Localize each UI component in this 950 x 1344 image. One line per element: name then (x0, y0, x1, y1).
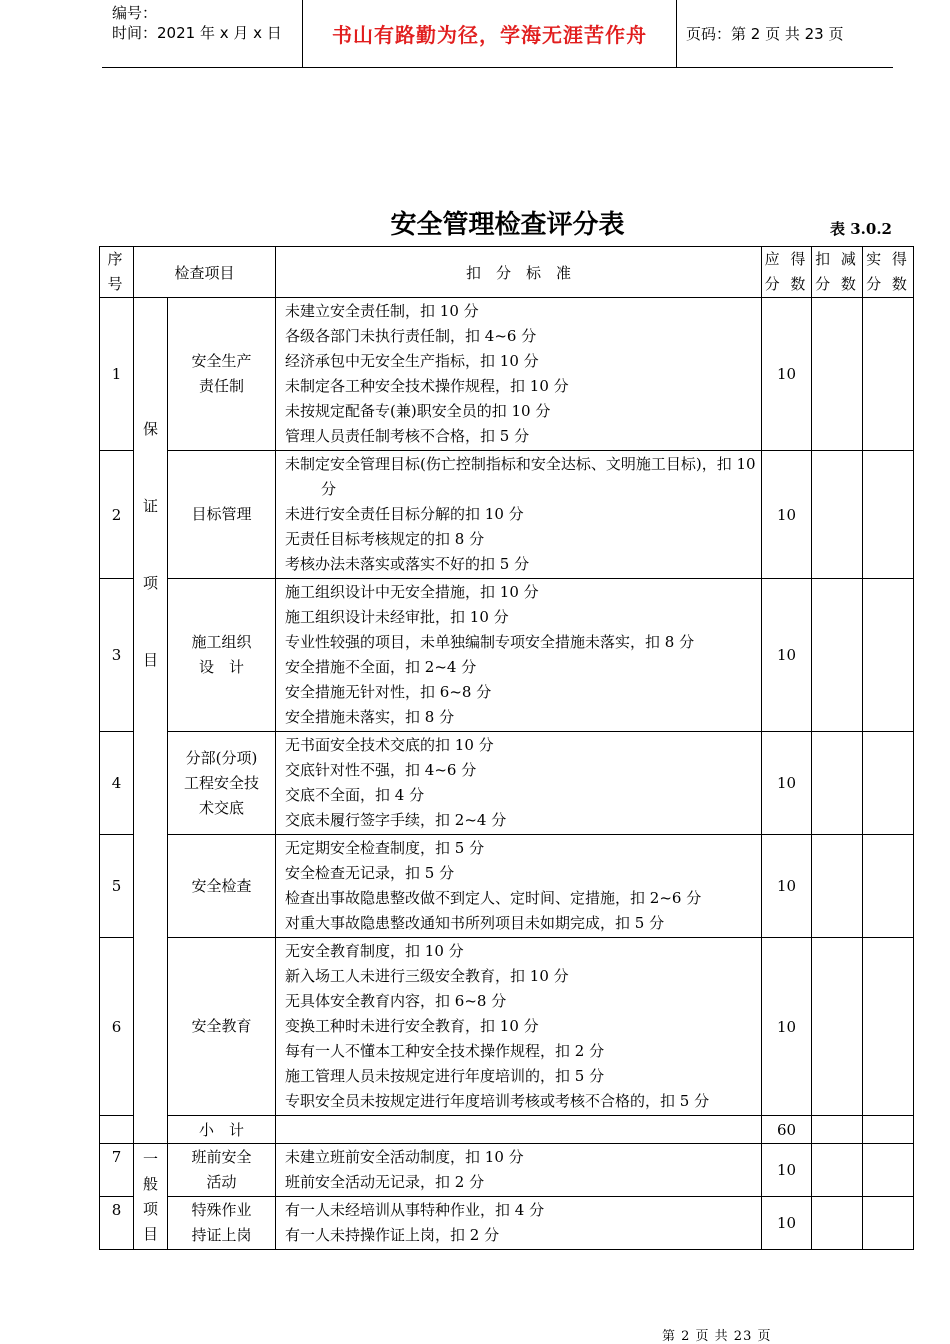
deduct-score (812, 938, 863, 1116)
criteria-cell (276, 732, 762, 835)
text-line: 对重大事故隐患整改通知书所列项目未如期完成，扣 5 分 (285, 914, 665, 932)
text-line: 专业性较强的项目，未单独编制专项安全措施未落实，扣 8 分 (285, 633, 695, 651)
text-line: 持证上岗 (191, 1226, 252, 1244)
group-char: 保 (142, 420, 158, 438)
deduct-score (812, 1144, 863, 1197)
table-number: 表 3.0.2 (830, 220, 892, 238)
criteria-cell (276, 579, 762, 732)
header-due-score: 应 得 分 数 (762, 247, 812, 298)
group-char: 目 (142, 651, 158, 669)
deduct-score (812, 835, 863, 938)
due-score: 10 (762, 1197, 812, 1250)
table-row (100, 1144, 914, 1197)
text-line: 专职安全员未按规定进行年度培训考核或考核不合格的，扣 5 分 (285, 1092, 710, 1110)
criteria-cell (276, 451, 762, 579)
row-number: 6 (100, 938, 134, 1116)
text-line: 责任制 (199, 377, 245, 395)
subtotal-number (100, 1116, 134, 1144)
text-line: 安全措施未落实，扣 8 分 (285, 708, 455, 726)
text-line: 活动 (206, 1173, 237, 1191)
text-line: 安全措施无针对性，扣 6~8 分 (285, 683, 492, 701)
text-line: 施工组织 (191, 633, 252, 651)
text-line: 未建立班前安全活动制度，扣 10 分 (285, 1148, 524, 1166)
group-char: 项 (142, 574, 158, 592)
row-number: 7 (100, 1144, 134, 1197)
text-line: 未建立安全责任制，扣 10 分 (285, 302, 479, 320)
table-row (100, 579, 914, 732)
text-line: 管理人员责任制考核不合格，扣 5 分 (285, 427, 530, 445)
group-char: 般 (142, 1174, 158, 1193)
table-row (100, 732, 914, 835)
subtotal-criteria (276, 1116, 762, 1144)
actual-score (863, 1144, 914, 1197)
deduct-score (812, 732, 863, 835)
motto: 书山有路勤为径，学海无涯苦作舟 (303, 0, 677, 67)
check-item (168, 835, 276, 938)
check-item (168, 451, 276, 579)
header-seq: 序 号 (100, 247, 134, 298)
text-line: 变换工种时未进行安全教育，扣 10 分 (285, 1017, 539, 1035)
criteria-cell (276, 938, 762, 1116)
text-line: 交底针对性不强，扣 4~6 分 (285, 761, 477, 779)
due-score: 10 (762, 732, 812, 835)
check-item (168, 938, 276, 1116)
due-score: 10 (762, 298, 812, 451)
text-line: 检查出事故隐患整改做不到定人、定时间、定措施，扣 2~6 分 (285, 889, 702, 907)
text-line: 安全检查 (191, 876, 252, 895)
actual-score (863, 1197, 914, 1250)
text-line: 无安全教育制度，扣 10 分 (285, 942, 464, 960)
group-general (134, 1144, 168, 1250)
group-char: 目 (142, 1224, 158, 1243)
row-number: 8 (100, 1197, 134, 1250)
actual-score (863, 938, 914, 1116)
text-line: 施工管理人员未按规定进行年度培训的，扣 5 分 (285, 1067, 605, 1085)
text-line: 安全教育 (191, 1017, 252, 1035)
check-item (168, 298, 276, 451)
score-table (99, 246, 914, 1250)
subtotal-actual (863, 1116, 914, 1144)
text-line: 安全检查无记录，扣 5 分 (285, 864, 455, 882)
text-line: 各级各部门未执行责任制，扣 4~6 分 (285, 327, 537, 345)
actual-score (863, 732, 914, 835)
subtotal-row (100, 1116, 914, 1144)
criteria-cell (276, 298, 762, 451)
text-line: 交底不全面，扣 4 分 (285, 786, 425, 804)
text-line: 特殊作业 (191, 1201, 252, 1219)
time-label: 时间：2021 年 x 月 x 日 (112, 24, 282, 42)
deduct-score (812, 1197, 863, 1250)
text-line: 工程安全技 (184, 773, 260, 792)
text-line: 术交底 (199, 798, 245, 817)
actual-score (863, 298, 914, 451)
header-item: 检查项目 (134, 247, 276, 298)
due-score: 10 (762, 835, 812, 938)
check-item (168, 1197, 276, 1250)
text-line: 未按规定配备专(兼)职安全员的扣 10 分 (285, 402, 551, 420)
subtotal-label: 小 计 (168, 1116, 276, 1144)
number-label: 编号： (112, 4, 158, 22)
text-line: 交底未履行签字手续，扣 2~4 分 (285, 811, 507, 829)
page-number-label: 页码：第 2 页 共 23 页 (686, 25, 844, 43)
text-line: 无书面安全技术交底的扣 10 分 (285, 736, 494, 754)
group-char: 项 (142, 1199, 158, 1218)
header-actual-score: 实 得 分 数 (863, 247, 914, 298)
actual-score (863, 451, 914, 579)
text-line: 有一人未持操作证上岗，扣 2 分 (285, 1226, 500, 1244)
page-header (102, 0, 893, 68)
text-line: 施工组织设计未经审批，扣 10 分 (285, 608, 509, 626)
criteria-cell (276, 1144, 762, 1197)
text-line: 考核办法未落实或落实不好的扣 5 分 (285, 555, 530, 573)
group-char: 一 (142, 1149, 158, 1168)
page-footer: 第 2 页 共 23 页 (662, 1329, 772, 1344)
text-line: 设 计 (199, 658, 245, 676)
header-deduct-score: 扣 减 分 数 (812, 247, 863, 298)
row-number: 2 (100, 451, 134, 579)
text-line: 每有一人不懂本工种安全技术操作规程，扣 2 分 (285, 1042, 605, 1060)
check-item (168, 579, 276, 732)
row-number: 4 (100, 732, 134, 835)
deduct-score (812, 579, 863, 732)
actual-score (863, 579, 914, 732)
group-char: 证 (142, 497, 158, 515)
due-score: 10 (762, 1144, 812, 1197)
header-criteria: 扣 分 标 准 (276, 247, 762, 298)
row-number: 1 (100, 298, 134, 451)
text-line: 有一人未经培训从事特种作业，扣 4 分 (285, 1201, 545, 1219)
text-line: 未制定各工种安全技术操作规程，扣 10 分 (285, 377, 569, 395)
due-score: 10 (762, 938, 812, 1116)
table-header-row (100, 247, 914, 298)
table-row (100, 1197, 914, 1250)
text-line: 未进行安全责任目标分解的扣 10 分 (285, 505, 524, 523)
table-row (100, 451, 914, 579)
text-line: 施工组织设计中无安全措施，扣 10 分 (285, 583, 539, 601)
check-item (168, 1144, 276, 1197)
check-item (168, 732, 276, 835)
text-line: 无具体安全教育内容，扣 6~8 分 (285, 992, 507, 1010)
subtotal-deduct (812, 1116, 863, 1144)
text-line: 新入场工人未进行三级安全教育，扣 10 分 (285, 967, 569, 985)
score-table-body (100, 247, 914, 1250)
text-line: 班前安全 (191, 1148, 252, 1166)
table-row (100, 298, 914, 451)
due-score: 10 (762, 579, 812, 732)
deduct-score (812, 451, 863, 579)
text-line: 无定期安全检查制度，扣 5 分 (285, 839, 485, 857)
document-title: 安全管理检查评分表 (390, 210, 625, 240)
text-line: 无责任目标考核规定的扣 8 分 (285, 530, 485, 548)
row-number: 3 (100, 579, 134, 732)
deduct-score (812, 298, 863, 451)
text-line: 安全措施不全面，扣 2~4 分 (285, 658, 477, 676)
text-line: 未制定安全管理目标(伤亡控制指标和安全达标、文明施工目标)，扣 10 分 (285, 455, 756, 498)
table-row (100, 938, 914, 1116)
actual-score (863, 835, 914, 938)
subtotal-score: 60 (762, 1116, 812, 1144)
header-meta (102, 0, 303, 67)
row-number: 5 (100, 835, 134, 938)
criteria-cell (276, 835, 762, 938)
text-line: 经济承包中无安全生产指标，扣 10 分 (285, 352, 539, 370)
text-line: 分部(分项) (185, 748, 258, 767)
criteria-cell (276, 1197, 762, 1250)
group-guarantee (134, 298, 168, 1144)
table-row (100, 835, 914, 938)
due-score: 10 (762, 451, 812, 579)
text-line: 目标管理 (191, 505, 252, 523)
text-line: 安全生产 (191, 352, 252, 370)
text-line: 班前安全活动无记录，扣 2 分 (285, 1173, 485, 1191)
